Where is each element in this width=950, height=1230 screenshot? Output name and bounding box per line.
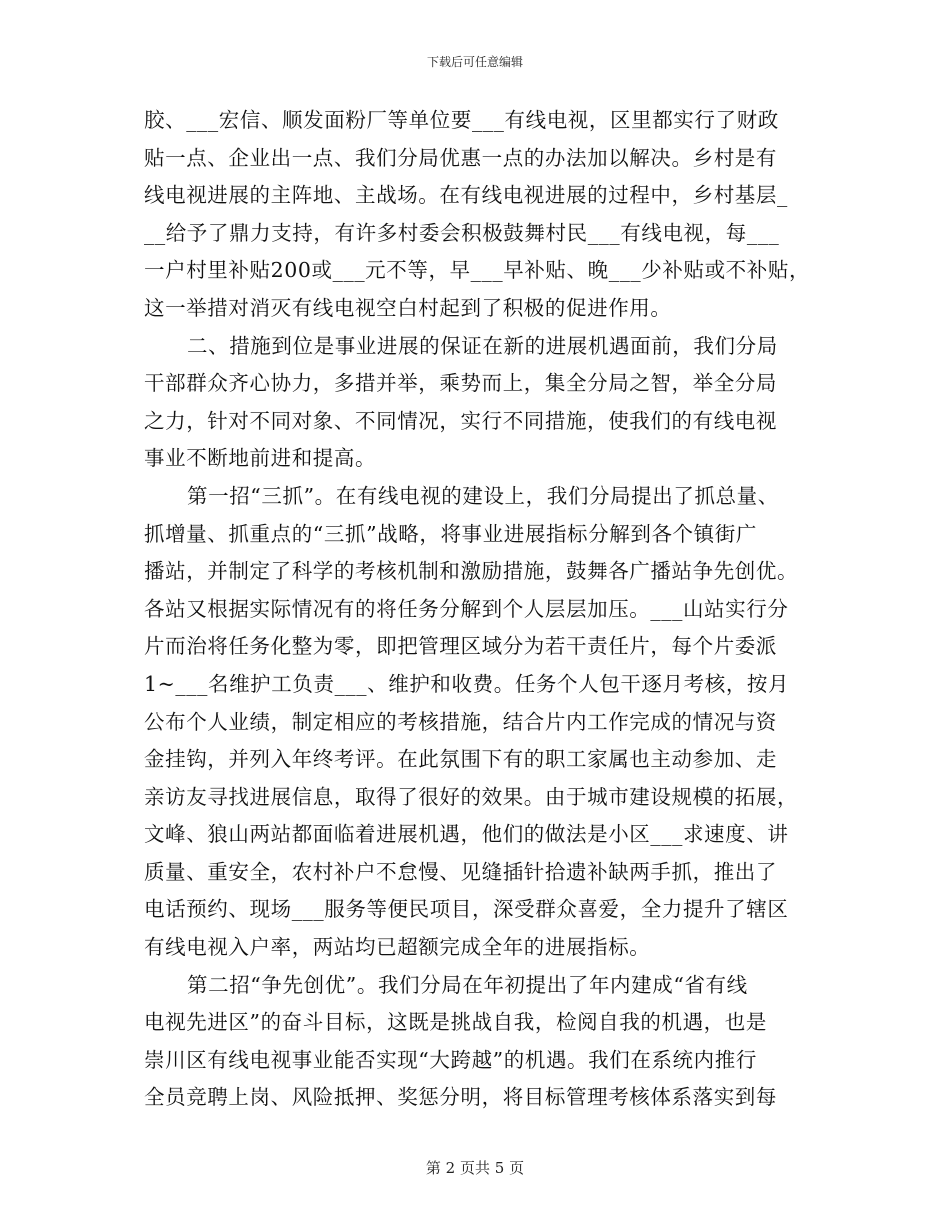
page-footer: 第 2 页共 5 页 (425, 1159, 525, 1177)
text-line: 这一举措对消灭有线电视空白村起到了积极的促进作用。 (144, 295, 672, 320)
text-line: 电视先进区”的奋斗目标，这既是挑战自我，检阅自我的机遇，也是 (144, 1010, 767, 1035)
text-line: 全员竞聘上岗、风险抵押、奖惩分明，将目标管理考核体系落实到每 (144, 1085, 777, 1110)
text-line: 亲访友寻找进展信息，取得了很好的效果。由于城市建设规模的拓展， (144, 784, 799, 809)
page-header: 下载后可任意编辑 (426, 55, 523, 69)
text-line: 干部群众齐心协力，多措并举，乘势而上，集全分局之智，举全分局 (144, 371, 777, 396)
text-line: 片而治将任务化整为零，即把管理区域分为若干责任片，每个片委派 (144, 634, 777, 659)
text-line: 有线电视入户率，两站均已超额完成全年的进展指标。 (144, 935, 651, 960)
text-line: 金挂钩，并列入年终考评。在此氛围下有的职工家属也主动参加、走 (144, 747, 777, 772)
text-line: __给予了鼎力支持，有许多村委会积极鼓舞村民___有线电视，每___ (144, 220, 780, 245)
text-line: 抓增量、抓重点的“三抓”战略，将事业进展指标分解到各个镇街广 (144, 521, 757, 546)
text-line: 播站，并制定了科学的考核机制和激励措施，鼓舞各广播站争先创优。 (144, 559, 799, 584)
body-text (144, 102, 811, 1117)
text-line: 各站又根据实际情况有的将任务分解到个人层层加压。___山站实行分 (144, 596, 789, 621)
paragraph-start-line: 第二招“争先创优”。我们分局在年初提出了年内建成“省有线 (187, 972, 748, 997)
text-line: 胶、___宏信、顺发面粉厂等单位要___有线电视，区里都实行了财政 (144, 108, 779, 132)
text-line: 质量、重安全，农村补户不怠慢、见缝插针拾遗补缺两手抓，推出了 (144, 859, 777, 884)
text-line: 之力，针对不同对象、不同情况，实行不同措施，使我们的有线电视 (144, 408, 777, 433)
text-line: 电话预约、现场___服务等便民项目，深受群众喜爱，全力提升了辖区 (144, 897, 789, 922)
text-line: 1~___名维护工负责___、维护和收费。任务个人包干逐月考核，按月 (144, 671, 790, 696)
text-line: 文峰、狼山两站都面临着进展机遇，他们的做法是小区___求速度、讲 (144, 822, 789, 847)
text-line: 贴一点、企业出一点、我们分局优惠一点的办法加以解决。乡村是有 (144, 145, 777, 170)
paragraph-start-line: 第一招“三抓”。在有线电视的建设上，我们分局提出了抓总量、 (187, 483, 779, 508)
text-line: 公布个人业绩，制定相应的考核措施，结合片内工作完成的情况与资 (144, 709, 777, 734)
text-line: 崇川区有线电视事业能否实现“大跨越”的机遇。我们在系统内推行 (144, 1047, 757, 1072)
text-line: 事业不断地前进和提高。 (144, 446, 377, 471)
text-line: 一户村里补贴200或___元不等，早___早补贴、晚___少补贴或不补贴， (144, 258, 811, 283)
paragraph-start-line: 二、措施到位是事业进展的保证在新的进展机遇面前，我们分局 (187, 333, 778, 358)
text-line: 线电视进展的主阵地、主战场。在有线电视进展的过程中，乡村基层_ (144, 183, 788, 208)
